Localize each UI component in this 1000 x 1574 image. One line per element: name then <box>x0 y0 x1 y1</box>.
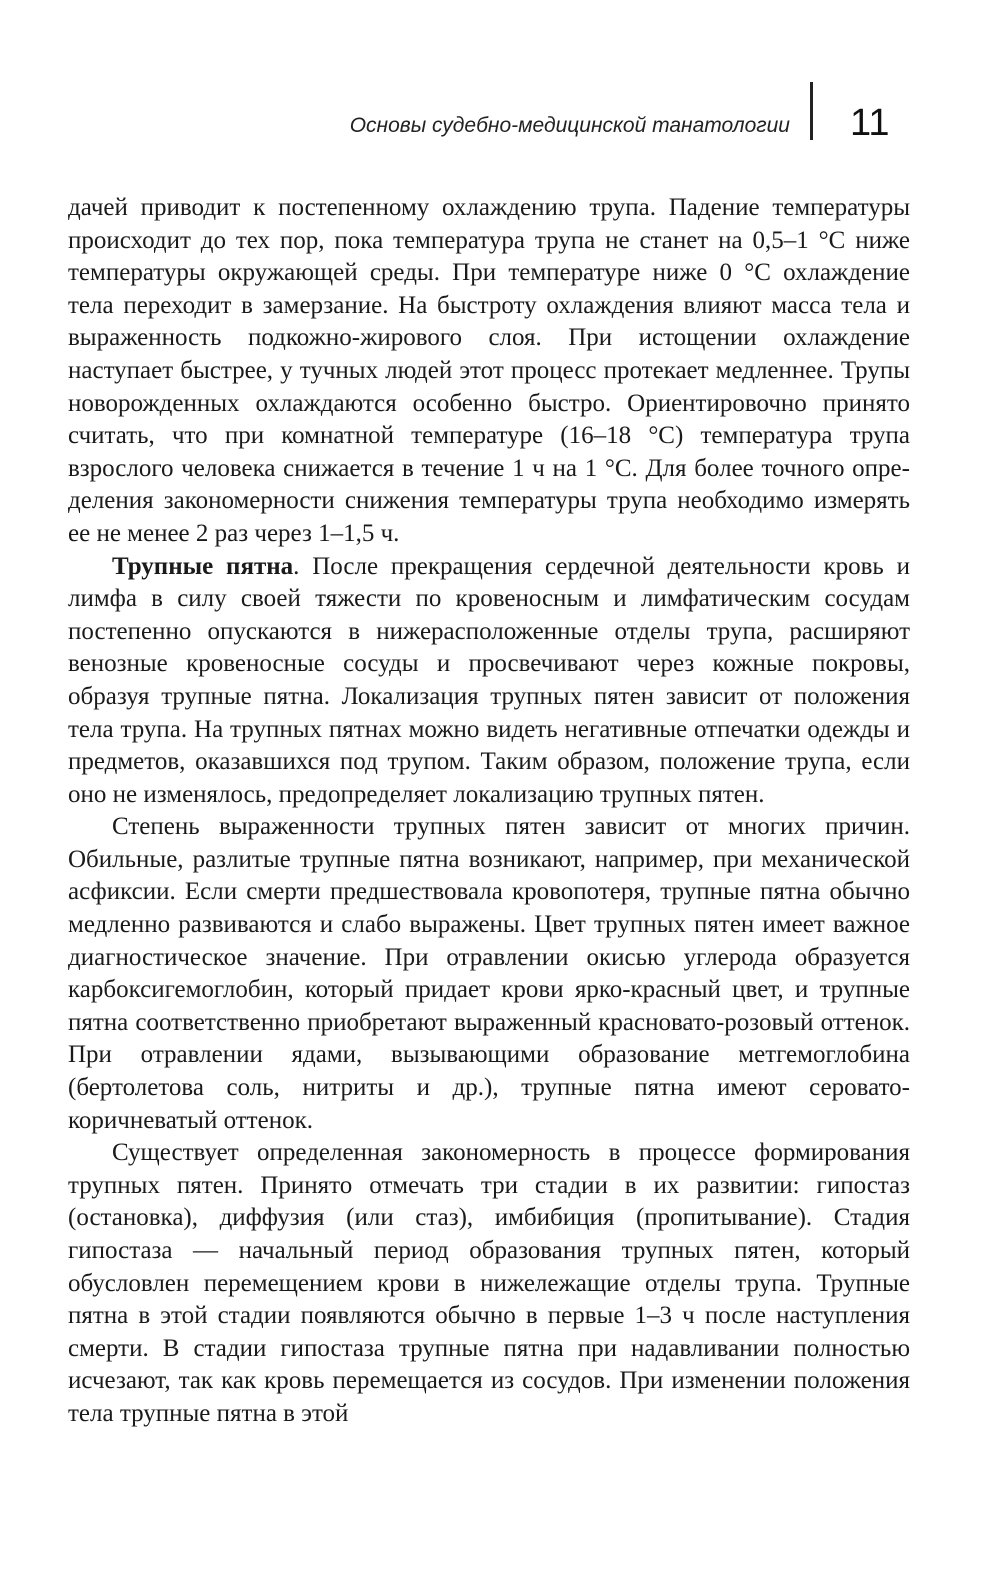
body-text <box>68 192 910 1431</box>
header-divider <box>810 82 813 140</box>
section-heading-cadaveric-spots: Трупные пятна <box>112 552 294 580</box>
page-number: 11 <box>850 102 890 144</box>
running-title: Основы судебно-медицинской танатологии <box>349 114 790 137</box>
paragraph-spot-stages: Существует определенная закономерность в процессе формирования трупных пятен. Принято отмечать три стадии в их развитии: гипостаз (остановка), диффузия (или стаз), имбибиция (пропитывание). Стадия гипостаза — начальный период образования трупных пятен, который обусловлен перемещением крови в нижележащие отделы трупа. Трупные пятна в этой стадии появляются обычно в первые 1–3 ч после наступления смерти. В стадии гипостаза трупные пятна при надавливании полностью исчезают, так как кровь перемещается из сосудов. При изменении положения тела трупные пятна в этой <box>68 1139 910 1427</box>
paragraph-cadaveric-spots <box>68 551 910 812</box>
paragraph-spot-intensity: Степень выраженности трупных пятен зависит от многих причин. Обильные, разлитые трупные пятна возникают, например, при механической асфиксии. Если смерти предшествовала кровопотеря, трупные пятна обычно медленно развиваются и слабо выражены. Цвет трупных пятен имеет важное диагностическое значение. При отравлении окисью углерода образуется карбоксигемоглобин, который придает крови ярко-красный цвет, и трупные пятна соответственно приобретают выраженный красновато-розовый оттенок. При отравлении ядами, вызывающими образование метгемоглобина (бертолетова соль, нитриты и др.), трупные пятна имеют серовато-коричневатый оттенок. <box>68 813 910 1134</box>
paragraph-cadaveric-spots-text: . После прекращения сердечной деятельности кровь и лимфа в силу своей тяжести по кровеносным и лимфатическим сосудам постепенно опускаются в нижерасположенные отделы трупа, расширяют венозные кровеносные сосуды и просвечивают через кожные покровы, образуя трупные пятна. Локализация трупных пятен зависит от положения тела трупа. На трупных пятнах можно видеть негативные отпечатки одежды и предметов, оказавшихся под трупом. Таким образом, положение трупа, если оно не изменялось, предопределяет локализацию трупных пятен. <box>68 552 910 808</box>
paragraph-cooling: дачей приводит к постепенному охлаждению трупа. Падение температуры происходит до тех пор, пока температура трупа не станет на 0,5–1 °С ниже температуры окружающей среды. При температуре ниже 0 °С охлаждение тела переходит в замерзание. На быстроту охлаждения влияют масса тела и выраженность подкожно-жирового слоя. При истощении охлаждение наступает быстрее, у тучных людей этот процесс протекает медленнее. Трупы новорожденных охлаждаются особенно быстро. Ориентировочно принято считать, что при комнатной температуре (16–18 °С) температура трупа взрослого человека снижается в течение 1 ч на 1 °С. Для более точного определения закономерности снижения температуры трупа необходимо измерять ее не менее 2 раз через 1–1,5 ч. <box>68 194 910 547</box>
running-head <box>0 96 1000 156</box>
